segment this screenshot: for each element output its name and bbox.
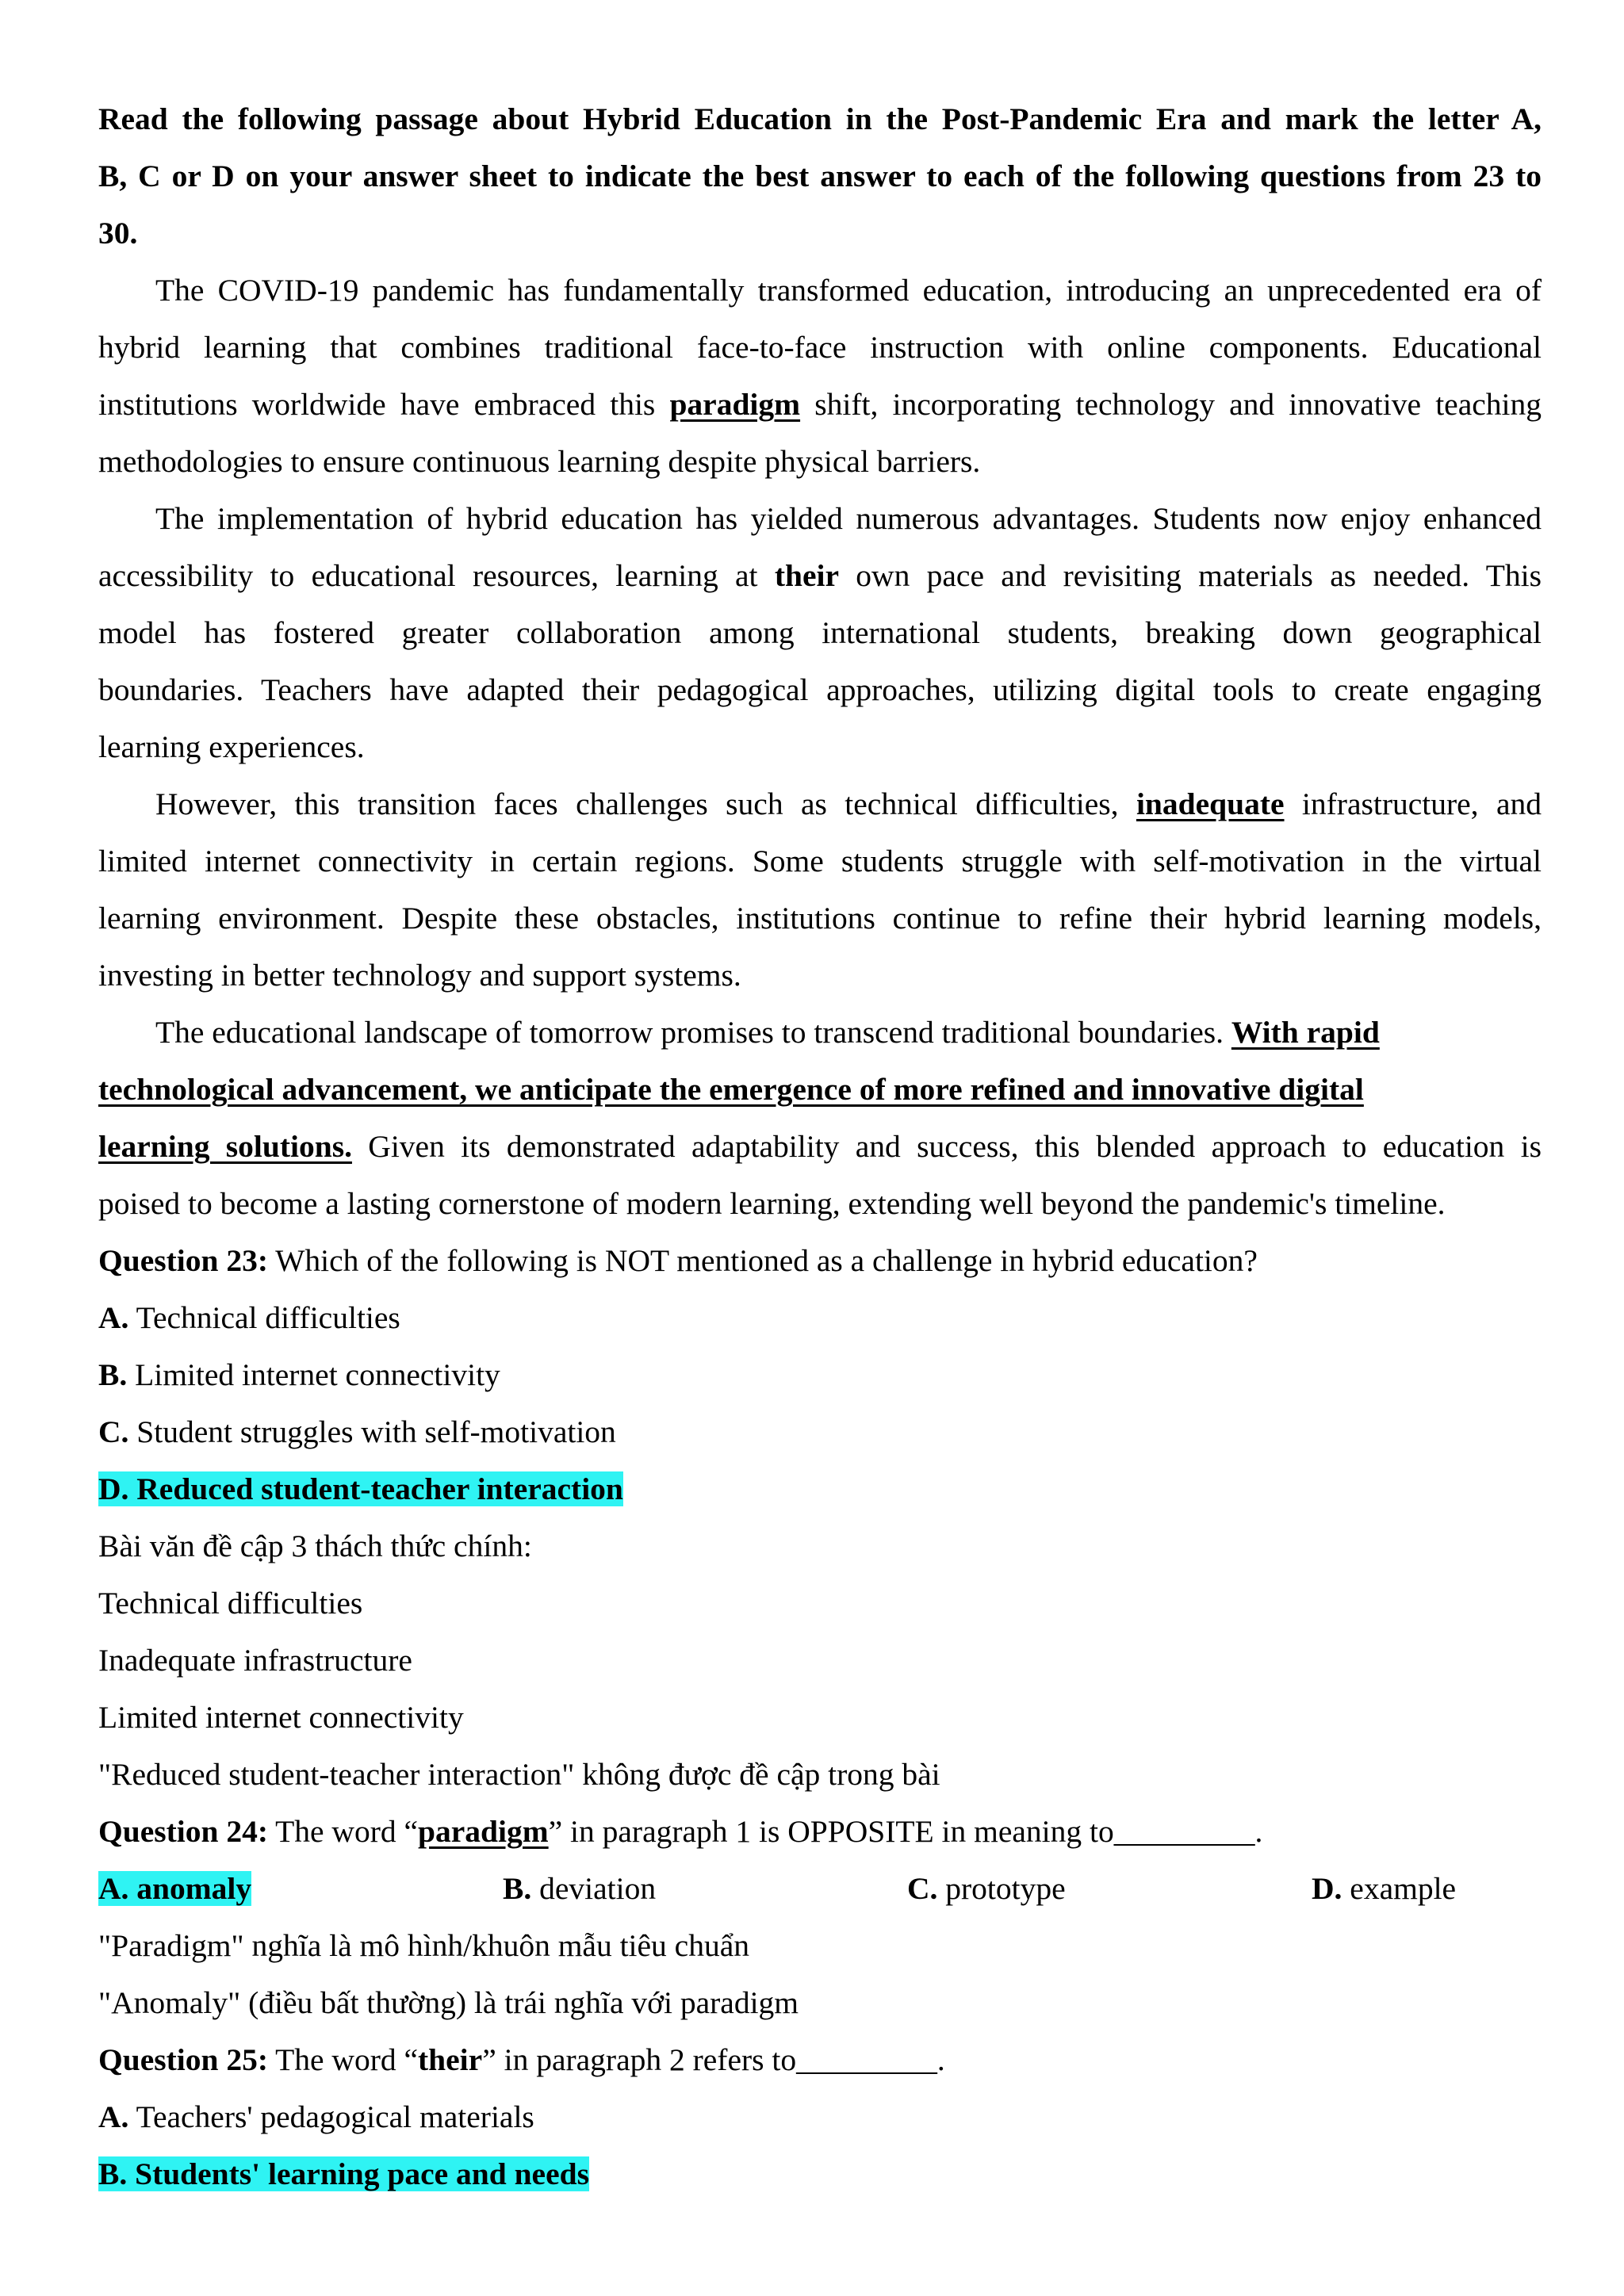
q23-option-a: A. Technical difficulties [98, 1300, 400, 1335]
q23-option-b: B. Limited internet connectivity [98, 1357, 500, 1392]
passage-p2-line-1: The implementation of hybrid education has yielded numerous advantages. Students now enjoy enhanced [155, 501, 1542, 536]
q24-option-a-answer [98, 1860, 503, 1917]
keyword-their-ref: their [418, 2042, 483, 2077]
passage-p2-line-4: boundaries. Teachers have adapted their pedagogical approaches, utilizing digital tools to create engaging [98, 672, 1542, 707]
passage-p1-line-4: methodologies to ensure continuous learning despite physical barriers. [98, 444, 981, 479]
q24-option-b: B. deviation [503, 1871, 657, 1906]
q23-explanation-5: "Reduced student-teacher interaction" không được đề cập trong bài [98, 1757, 940, 1792]
keyword-paradigm: paradigm [669, 387, 801, 422]
keyword-their: their [774, 558, 839, 593]
instruction-line-1: Read the following passage about Hybrid Education in the Post-Pandemic Era and mark the letter A, [98, 101, 1542, 136]
q23-option-d-answer [98, 1460, 1542, 1517]
underlined-sentence-part-2: technological advancement, we anticipate the emergence of more refined and innovative digital [98, 1072, 1364, 1107]
passage-p2-line-3: model has fostered greater collaboration among international students, breaking down geographical [98, 615, 1542, 650]
answer-highlight: B. Students' learning pace and needs [98, 2156, 589, 2191]
question-23: Question 23: Which of the following is NOT mentioned as a challenge in hybrid education? [98, 1243, 1258, 1278]
passage-p1-line-2: hybrid learning that combines traditional face-to-face instruction with online components. Educational [98, 330, 1542, 365]
q25-option-a: A. Teachers' pedagogical materials [98, 2099, 534, 2134]
question-25: Question 25: The word “their” in paragraph 2 refers to_________. [98, 2042, 945, 2077]
passage-p3-line-4: investing in better technology and support systems. [98, 958, 741, 993]
q24-option-c: C. prototype [907, 1871, 1066, 1906]
passage-p2-line-5: learning experiences. [98, 729, 365, 764]
q23-explanation-4: Limited internet connectivity [98, 1700, 464, 1735]
q24-option-d: D. example [1312, 1871, 1457, 1906]
q23-explanation-2: Technical difficulties [98, 1586, 363, 1621]
q25-option-b-answer [98, 2145, 1542, 2202]
question-24: Question 24: The word “paradigm” in paragraph 1 is OPPOSITE in meaning to_________. [98, 1814, 1263, 1849]
answer-highlight: A. anomaly [98, 1871, 252, 1906]
passage-p3-line-1: However, this transition faces challenges such as technical difficulties, inadequate infrastructure, and [155, 786, 1542, 821]
q24-options [98, 1860, 1542, 1917]
underlined-sentence-part-1: With rapid [1231, 1015, 1380, 1050]
q23-explanation-3: Inadequate infrastructure [98, 1643, 412, 1678]
keyword-paradigm-ref: paradigm [418, 1814, 549, 1849]
document-content [98, 90, 1542, 2202]
q23-explanation-1: Bài văn đề cập 3 thách thức chính: [98, 1529, 532, 1563]
passage-p4-line-1: The educational landscape of tomorrow promises to transcend traditional boundaries. With rapid [155, 1015, 1380, 1050]
passage-p4-line-2 [98, 1061, 1542, 1118]
passage-p3-line-2: limited internet connectivity in certain regions. Some students struggle with self-motivation in the virtual [98, 844, 1542, 878]
passage-p4-line-3: learning solutions. Given its demonstrated adaptability and success, this blended approach to education is [98, 1129, 1542, 1164]
instruction-line-2: B, C or D on your answer sheet to indicate the best answer to each of the following questions from 23 to [98, 159, 1542, 193]
instruction-line-3: 30. [98, 216, 138, 251]
passage-p2-line-2: accessibility to educational resources, learning at their own pace and revisiting materials as needed. This [98, 558, 1542, 593]
answer-highlight: D. Reduced student-teacher interaction [98, 1471, 623, 1506]
q24-explanation-2: "Anomaly" (điều bất thường) là trái nghĩa với paradigm [98, 1985, 799, 2020]
q23-option-c: C. Student struggles with self-motivation [98, 1414, 616, 1449]
q24-explanation-1: "Paradigm" nghĩa là mô hình/khuôn mẫu tiêu chuẩn [98, 1928, 749, 1963]
passage-p3-line-3: learning environment. Despite these obstacles, institutions continue to refine their hybrid learning models, [98, 901, 1542, 936]
passage-p1-line-3: institutions worldwide have embraced this paradigm shift, incorporating technology and innovative teaching [98, 387, 1542, 422]
passage-p4-line-4: poised to become a lasting cornerstone of modern learning, extending well beyond the pandemic's timeline. [98, 1186, 1446, 1221]
underlined-sentence-part-3: learning solutions. [98, 1129, 352, 1164]
keyword-inadequate: inadequate [1136, 786, 1285, 821]
passage-p1-line-1: The COVID-19 pandemic has fundamentally transformed education, introducing an unprecedented era of [155, 273, 1542, 308]
